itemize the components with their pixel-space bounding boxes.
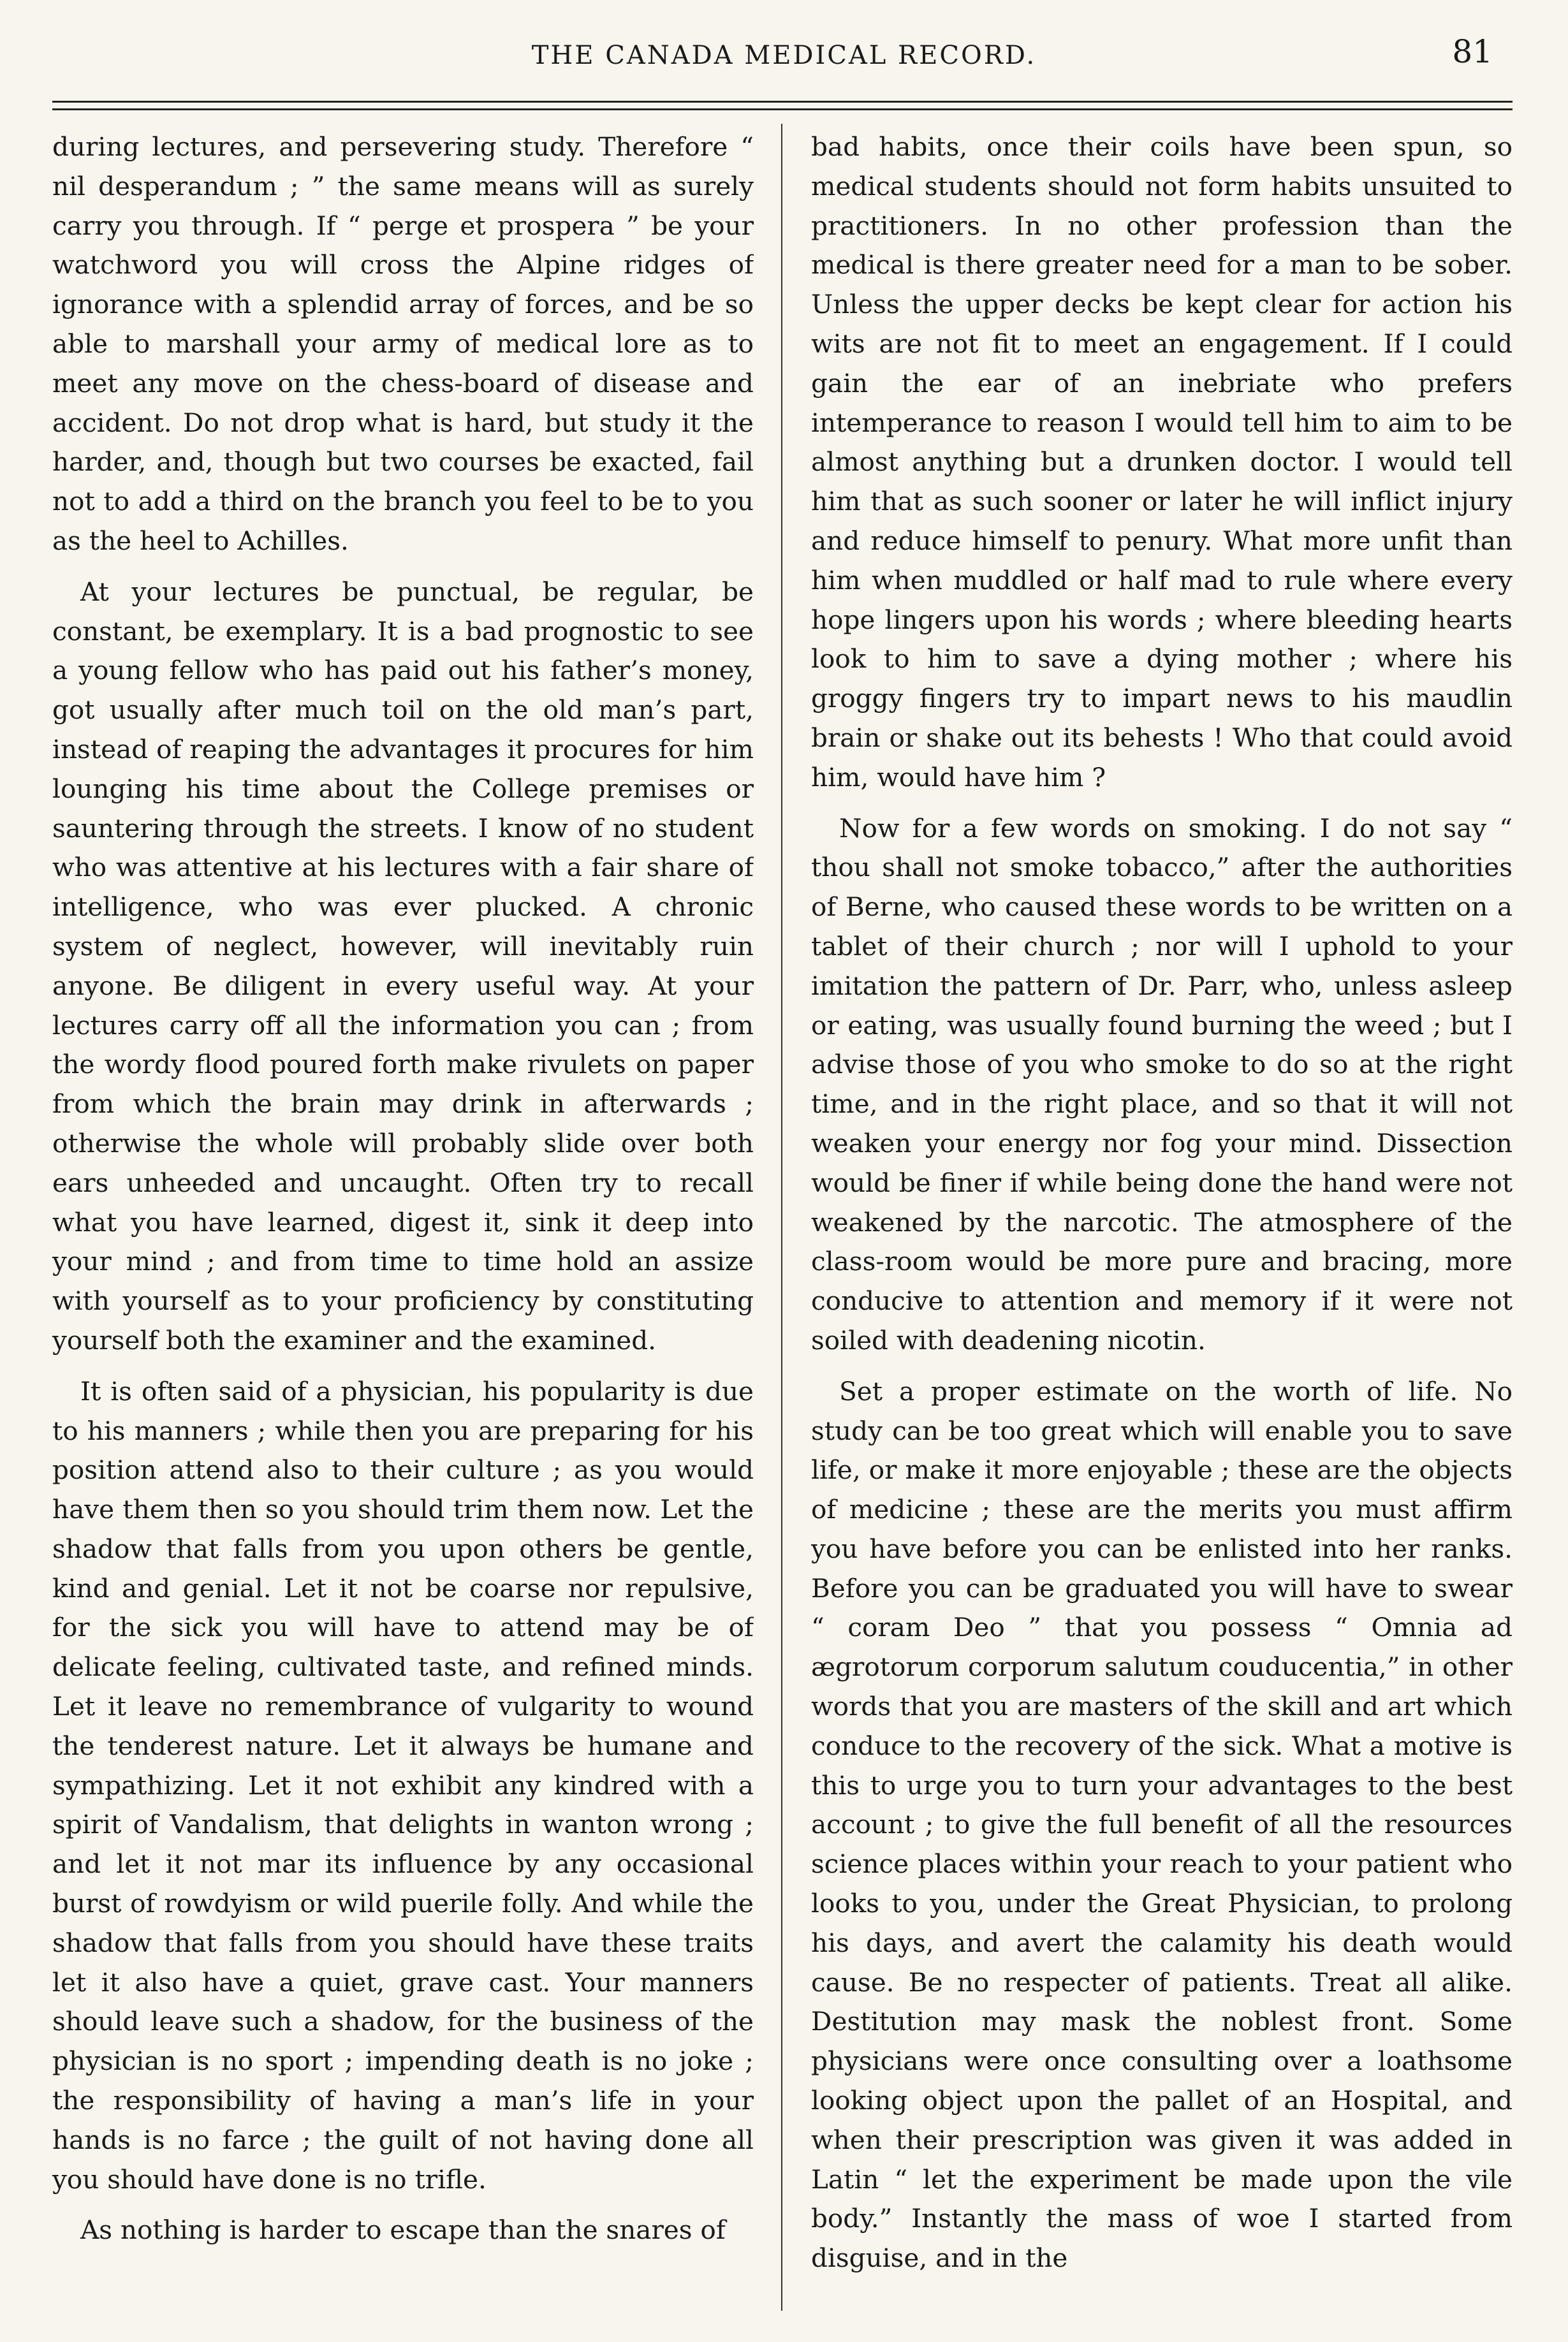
paragraph: It is often said of a physician, his popularity is due to his manners ; while then you are preparing for his position attend also to their culture ; as you would have them then so you should trim them now. Let the shadow that falls from you upon others be gentle, kind and genial. Let it not be coarse nor repulsive, for the sick you will have to attend may be of delicate feeling, cultivated taste, and refined minds. Let it leave no remembrance of vulgarity to wound the tenderest nature. Let it always be humane and sympathizing. Let it not exhibit any kindred with a spirit of Vandalism, that delights in wanton wrong ; and let it not mar its influence by any occasional burst of rowdyism or wild puerile folly. And while the shadow that falls from you should have these traits let it also have a quiet, grave cast. Your manners should leave such a shadow, for the business of the physician is no sport ; impending death is no joke ; the responsibility of having a man’s life in your hands is no farce ; the guilt of not having done all you should have done is no trifle.: [52, 1375, 754, 2195]
paragraph: As nothing is harder to escape than the snares of: [80, 2214, 726, 2246]
running-head: [0, 0, 1568, 96]
journal-title: THE CANADA MEDICAL RECORD.: [531, 41, 1037, 70]
header-rule-top: [52, 101, 1513, 103]
paragraph: bad habits, once their coils have been spun, so medical students should not form habits unsuited to practitioners. In no other profession than the medical is there greater need for a man to be sober. Unless the upper decks be kept clear for action his wits are not fit to meet an engagement. If I could gain the ear of an inebriate who prefers intemperance to reason I would tell him to aim to be almost anything but a drunken doctor. I would tell him that as such sooner or later he will inflict injury and reduce himself to penury. What more unfit than him when muddled or half mad to rule where every hope lingers upon his words ; where bleeding hearts look to him to save a dying mother ; where his groggy fingers try to impart news to his maudlin brain or shake out its behests ! Who that could avoid him, would have him ?: [811, 131, 1513, 793]
column-divider: [781, 124, 782, 2311]
paragraph: during lectures, and persevering study. Therefore “ nil desperandum ; ” the same means will as surely carry you through. If “ perge et prospera ” be your watchword you will cross the Alpine ridges of ignorance with a splendid array of forces, and be so able to marshall your army of medical lore as to meet any move on the chess-board of disease and accident. Do not drop what is hard, but study it the harder, and, though but two courses be exacted, fail not to add a third on the branch you feel to be to you as the heel to Achilles.: [52, 131, 754, 556]
article-body: [52, 128, 1513, 2315]
left-column: [52, 128, 754, 2315]
header-rule-bottom: [52, 108, 1513, 110]
paragraph: At your lectures be punctual, be regular, be constant, be exemplary. It is a bad prognostic to see a young fellow who has paid out his father’s money, got usually after much toil on the old man’s part, instead of reaping the advantages it procures for him lounging his time about the College premises or sauntering through the streets. I know of no student who was attentive at his lectures with a fair share of intelligence, who was ever plucked. A chronic system of neglect, however, will inevitably ruin anyone. Be diligent in every useful way. At your lectures carry off all the information you can ; from the wordy flood poured forth make rivulets on paper from which the brain may drink in afterwards ; otherwise the whole will probably slide over both ears unheeded and uncaught. Often try to recall what you have learned, digest it, sink it deep into your mind ; and from time to time hold an assize with yourself as to your proficiency by constituting yourself both the examiner and the examined.: [52, 576, 754, 1356]
right-column: [811, 128, 1513, 2315]
page-number: 81: [1452, 33, 1493, 70]
paragraph: Now for a few words on smoking. I do not say “ thou shall not smoke tobacco,” after the authorities of Berne, who caused these words to be written on a tablet of their church ; nor will I uphold to your imitation the pattern of Dr. Parr, who, unless asleep or eating, was usually found burning the weed ; but I advise those of you who smoke to do so at the right time, and in the right place, and so that it will not weaken your energy nor fog your mind. Dissection would be finer if while being done the hand were not weakened by the narcotic. The atmosphere of the class-room would be more pure and bracing, more conducive to attention and memory if it were not soiled with deadening nicotin.: [811, 812, 1513, 1356]
paragraph: Set a proper estimate on the worth of life. No study can be too great which will enable you to save life, or make it more enjoyable ; these are the objects of medicine ; these are the merits you must affirm you have before you can be enlisted into her ranks. Before you can be graduated you will have to swear “ coram Deo ” that you possess “ Omnia ad ægrotorum corporum salutum couducentia,” in other words that you are masters of the skill and art which conduce to the recovery of the sick. What a motive is this to urge you to turn your advantages to the best account ; to give the full benefit of all the resources science places within your reach to your patient who looks to you, under the Great Physician, to prolong his days, and avert the calamity his death would cause. Be no respecter of patients. Treat all alike. Destitution may mask the noblest front. Some physicians were once consulting over a loathsome looking object upon the pallet of an Hospital, and when their prescription was given it was added in Latin “ let the experiment be made upon the vile body.” Instantly the mass of woe I started from disguise, and in the: [811, 1375, 1513, 2274]
